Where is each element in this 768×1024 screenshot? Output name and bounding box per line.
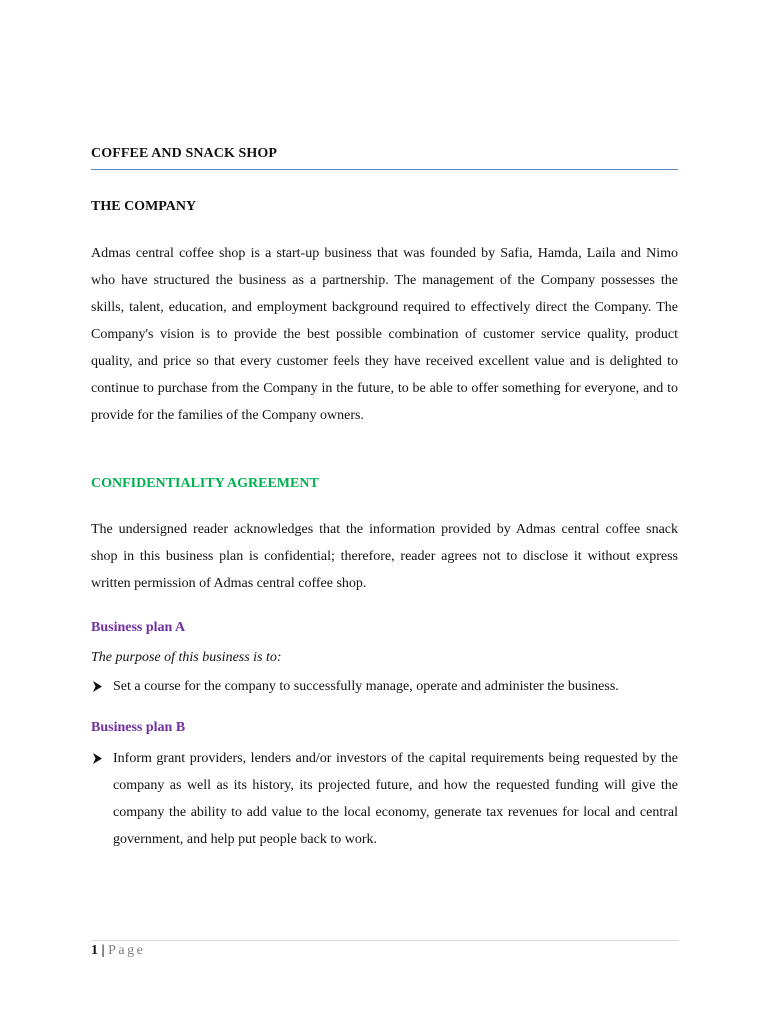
company-heading: THE COMPANY [91,199,197,214]
document-title: COFFEE AND SNACK SHOP [91,146,278,161]
business-plan-b-heading: Business plan B [91,720,186,735]
footer-divider [91,940,678,941]
page-footer [91,943,145,959]
company-paragraph: Admas central coffee shop is a start-up business that was founded by Safia, Hamda, Laila and Nimo who have structured the business as a partnership. The management of the Company possesses the skills, talent, education, and employment background required to effectively direct the Company. The Company's vision is to provide the best possible combination of customer service quality, product quality, and price so that every customer feels they have received excellent value and is delighted to continue to purchase from the Company in the future, to be able to offer something for everyone, and to provide for the families of the Company owners. [91,246,678,423]
arrowhead-bullet-icon [91,745,105,772]
business-plan-a-bullet-item [91,673,678,700]
title-divider [91,169,678,170]
arrowhead-bullet-icon [91,673,105,700]
business-plan-b-bullet-item [91,745,678,853]
page-number: 1 [91,943,98,958]
business-plan-a-heading: Business plan A [91,620,186,635]
business-plan-a-bullet-text: Set a course for the company to successfully manage, operate and administer the business. [113,679,619,694]
business-plan-b-bullet-text: Inform grant providers, lenders and/or investors of the capital requirements being requested by the company as well as its history, its projected future, and how the requested funding will give the company the ability to add value to the local economy, generate tax revenues for local and central government, and help put people back to work. [113,751,678,847]
confidentiality-paragraph: The undersigned reader acknowledges that the information provided by Admas central coffee snack shop in this business plan is confidential; therefore, reader agrees not to disclose it without express written permission of Admas central coffee shop. [91,522,678,591]
page-label: Page [108,943,146,958]
business-plan-a-intro: The purpose of this business is to: [91,650,282,665]
confidentiality-heading: CONFIDENTIALITY AGREEMENT [91,476,319,491]
page-separator: | [101,943,105,958]
